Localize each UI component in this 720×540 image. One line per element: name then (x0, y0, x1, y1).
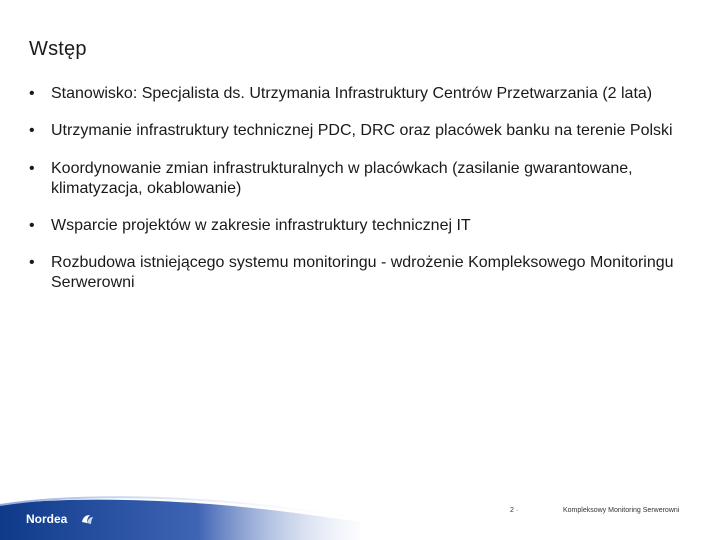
bullet-icon: • (29, 217, 35, 234)
list-item-text: Stanowisko: Specjalista ds. Utrzymania Infrastruktury Centrów Przetwarzania (2 lata) (51, 85, 653, 102)
footer-caption: Kompleksowy Monitoring Serwerowni (563, 507, 680, 514)
nordea-logo: Nordea (26, 512, 68, 526)
bullet-icon: • (29, 122, 35, 139)
list-item-text: Wsparcie projektów w zakresie infrastruktury technicznej IT (51, 217, 471, 234)
bullet-icon: • (29, 254, 35, 271)
page-number: 2 · (510, 507, 519, 514)
bullet-icon: • (29, 85, 35, 102)
logo-mark-icon (80, 513, 94, 525)
list-item-text: Koordynowanie zmian infrastrukturalnych w placówkach (zasilanie gwarantowane, klimatyzacja, okablowanie) (51, 160, 633, 197)
page-title: Wstęp (29, 38, 87, 60)
bullet-icon: • (29, 160, 35, 177)
list-item-text: Utrzymanie infrastruktury technicznej PDC, DRC oraz placówek banku na terenie Polski (51, 122, 673, 139)
list-item-text: Rozbudowa istniejącego systemu monitoringu - wdrożenie Kompleksowego Monitoringu Serwerowni (51, 254, 674, 291)
